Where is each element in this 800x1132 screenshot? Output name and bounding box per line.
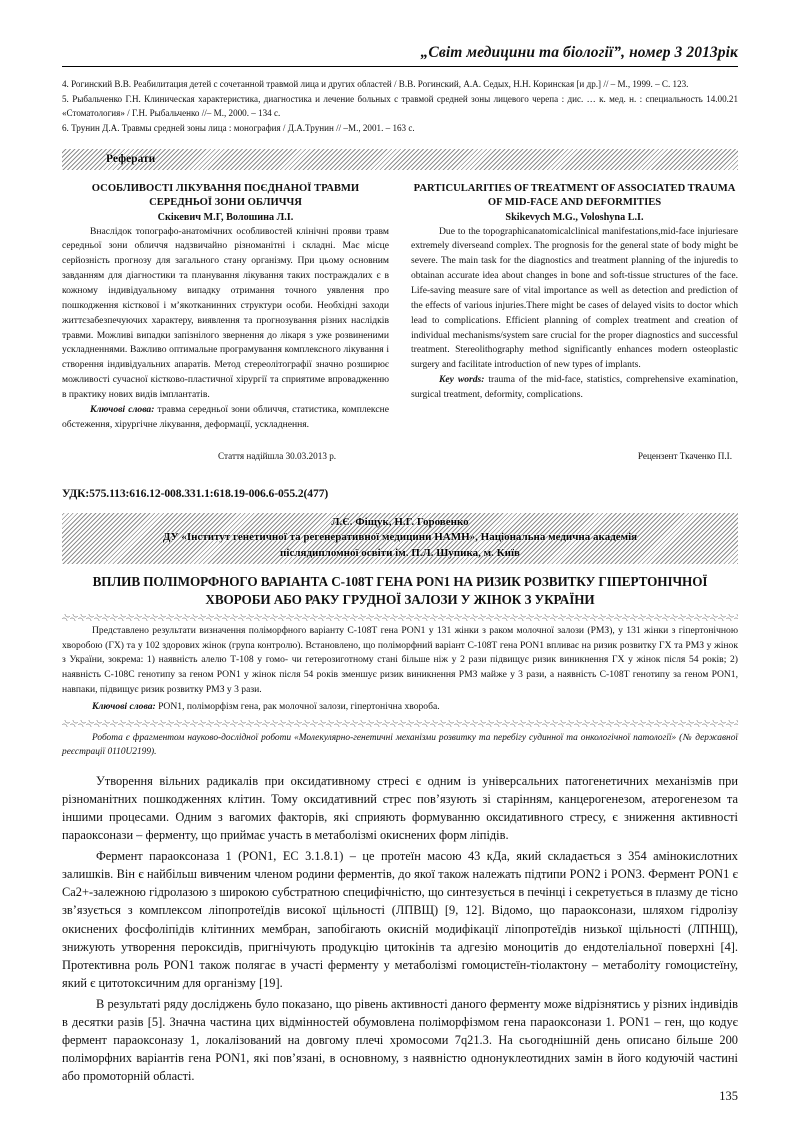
abstract-en-keywords — [411, 373, 738, 403]
udc-code: УДК:575.113:616.12-008.331.1:618.19-006.6-055.2(477) — [62, 486, 329, 500]
header-rule — [62, 66, 738, 67]
abstract-english — [411, 182, 738, 432]
article-authors-banner — [62, 513, 738, 565]
running-head: „Світ медицини та біології”, номер 3 2013рік — [420, 44, 738, 61]
abstract-en-title: PARTICULARITIES OF TREATMENT OF ASSOCIATED TRAUMA OF MID-FACE AND DEFORMITIES — [413, 183, 736, 209]
abstract-uk-keywords — [62, 403, 389, 433]
article-affiliation-line-2: післядипломної освіти ім. П.Л. Шупика, м. Київ — [280, 546, 520, 559]
body-paragraph: Фермент параоксоназа 1 (PON1, ЕС 3.1.8.1) – це протеїн масою 43 кДа, який складається з 354 амінокислотних залишків. Він є найбільш вивченим членом родини ферментів, до якої також належать підтипи PON2 і PON3. Фермент PON1 є Са2+-залежною гідролазою з широкою субстратною специфічністю, що синтезується в печінці і секретується в плазму де тісно зв’язується з комплексом ліпопротеїдів високої щільності (ЛПВЩ) [9, 12]. Відомо, що параоксонази, шляхом гідролізу окиснених фосфоліпідів клітинних мембран, запобігають окисній модифікації ліпопротеїдів низької щільності (ЛПНЩ), знижують утворення пероксидів, пригнічують продукцію цитокінів та адгезію моноцитів до ендотеліальної поверхні [4]. Протективна роль PON1 також полягає в участі ферменту у метаболізмі гомоцистеїн-тіолактону – метаболіту гомоцистеїну, який є цитотоксичним для організму [19]. — [62, 849, 738, 990]
reference-item: 4. Рогинский В.В. Реабилитация детей с сочетанной травмой лица и других областей / В.В. Рогинский, А.А. Седых, Н.Н. Коринская [и др.] // – М., 1999. – С. 123. — [62, 79, 689, 89]
reviewer-name: Рецензент Ткаченко П.І. — [637, 450, 732, 461]
wavy-separator-bottom — [62, 720, 738, 727]
abstract-en-keywords-text: trauma of the mid-face, statistics, comprehensive examination, surgical treatment, deformity, complications. — [411, 374, 738, 401]
abstract-en-authors: Skikevych M.G., Voloshyna L.I. — [505, 211, 644, 223]
body-paragraph: В результаті ряду досліджень було показано, що рівень активності даного ферменту може відрізнятись у різних індивідів в десятки разів [5]. Значна частина цих відмінностей обумовлена поліморфізмом гена параоксонази 1. PON1 – ген, що кодує фермент параоксоназу 1, локалізований на довгому плечі хромосоми 7q21.3. На сьогоднішній день описано більше 200 поліморфних варіантів гена PON1, які пов’язані, в основному, з наявністю однонуклеотидних замін в його кодуючій частині або промоторній області. — [62, 997, 738, 1084]
abstract-en-keywords-label: Key words: — [439, 374, 485, 386]
article-authors: Л.Є. Фіщук, Н.Г. Горовенко — [331, 515, 469, 528]
article-title — [62, 573, 738, 609]
wavy-separator-top — [62, 614, 738, 621]
article-summary: Представлено результати визначення поліморфного варіанту С-108Т гена PON1 у 131 жінки з раком молочної залози (РМЗ), у 131 жінки з гіпертонічною хворобою (ГХ) та у 102 здорових жінок (група контролю). Встановлено, що поліморфний варіант С-108Т гена PON1 впливає на ризик розвитку ГХ та РМЗ у жінок з України, зокрема: 1) наявність алелю Т-108 у гомо- чи гетерозиготному стані більше ніж у 2 рази підвищує ризик виникнення ГХ у жінок після 54 років; 2) наявність С-108С генотипу за геном PON1 у жінок після 54 років зменшує ризик виникнення РМЗ майже у 3 рази, а наявність С-108Т генотипу за геном PON1, навпаки, підвищує ризик розвитку РМЗ у 3 рази. — [62, 625, 738, 695]
abstract-ukrainian — [62, 182, 389, 432]
abstract-uk-title: ОСОБЛИВОСТІ ЛІКУВАННЯ ПОЄДНАНОЇ ТРАВМИ СЕРЕДНЬОЇ ЗОНИ ОБЛИЧЧЯ — [91, 183, 360, 209]
references-list — [62, 77, 738, 136]
article-title-line-1: ВПЛИВ ПОЛІМОРФНОГО ВАРІАНТА С-108Т ГЕНА PON1 НА РИЗИК РОЗВИТКУ ГІПЕРТОНІЧНОЇ — [92, 574, 708, 590]
reference-item: 5. Рыбальченко Г.Н. Клиническая характеристика, диагностика и лечение больных с травмой средней зоны лицевого черепа : дис. … к. мед. н. : специальность 14.00.21 «Стоматология» / Г.Н. Рыбальченко //– М., 2000. – 134 с. — [62, 93, 738, 119]
body-paragraph: Утворення вільних радикалів при оксидативному стресі є одним із універсальних патогенетичних механізмів при різноманітних пошкодженнях клітин. Тому оксидативний стрес пов’язують зі старінням, канцерогенезом, атерогенезом та іншими процесами. Одним з вагомих факторів, які сприяють формуванню оксидативного стресу, є зниження активності параоксонази – ферменту, що приймає участь в метаболізмі окиснених форм ліпідів. — [62, 773, 738, 843]
article-summary-keywords-text: PON1, поліморфізм гена, рак молочної залози, гіпертонічна хвороба. — [155, 701, 440, 713]
abstract-en-body: Due to the topographicanatomicalclinical manifestations,mid-face injuriesare extremely diverseand complex. The prognosis for the general state of body might be severe. The main task for the diagnostics and treatment planning of the injuredis to obtainan accurate idea about changes in bone and soft-tissue structures of the face. Life-saving measure sare of vital importance as well as detection and prediction of the effects of various injuries.There might be cases of delayed visits to doctor which lead to complications. Efficient planning of complex treatment and creation of individual mechanisms/system sare crucial for the proper diagnostics and successful treatment. Stereolithography method significantly enhances modern osteoplastic surgery and facilitate introduction of new types of implants. — [411, 225, 738, 371]
article-affiliation-line-1: ДУ «Інститут генетичної та регенеративної медицини НАМН», Національна медична академія — [162, 531, 638, 544]
article-summary-keywords-label: Ключові слова: — [92, 701, 156, 713]
reference-item: 6. Трунин Д.А. Травмы средней зоны лица : монография / Д.А.Трунин // –М., 2001. – 163 с. — [62, 123, 415, 134]
abstract-uk-body: Внаслідок топографо-анатомічних особливостей клінічні прояви травм середньої зони обличчя надзвичайно різноманітні і складні. Має місце серйозність прогнозу для загального стану організму. При цьому основним завданням для діагностики та планування лікування таких постраждалих є в кожному індивідуальному випадку отримання точного уявлення про пошкодження кісткової і м’якотканинних структури особи. Необхідні заходи життєзабезпечуючих характеру, виявлення та прогнозування різних наслідків травми. Можливі випадки запізнілого звернення до лікаря з уже розвиненими ускладненнями. Важливо оптимальне програмування комплексного лікування і створення індивідуальних апаратів. Метод стереолітографії значно розширює можливості сучасної кістково-пластичної хірургії та сприятиме впровадженню в практику нових видів імплантатів. — [62, 225, 389, 401]
submission-date: Стаття надійшла 30.03.2013 р. — [218, 450, 337, 461]
article-summary-keywords — [62, 700, 738, 715]
submission-row — [62, 451, 738, 461]
abstract-uk-authors: Скікевич М.Г, Волошина Л.І. — [157, 211, 294, 223]
abstract-uk-keywords-label: Ключові слова: — [90, 403, 155, 415]
grant-note: Робота є фрагментом науково-дослідної роботи «Молекулярно-генетичні механізми розвитку та перебігу судинної та онкологічної патології» (№ державної реєстрації 0110U2199). — [62, 733, 738, 758]
abstract-uk-keywords-text: травма середньої зони обличчя, статистика, комплексне обстеження, хірургічне лікування, деформації, ускладнення. — [62, 403, 389, 430]
abstracts-section-banner — [62, 149, 738, 170]
abstracts-banner-label: Реферати — [106, 152, 156, 165]
page-number: 135 — [719, 1089, 738, 1103]
article-title-line-2: ХВОРОБИ АБО РАКУ ГРУДНОЇ ЗАЛОЗИ У ЖІНОК З УКРАЇНИ — [205, 592, 595, 608]
abstracts-columns — [62, 182, 738, 432]
